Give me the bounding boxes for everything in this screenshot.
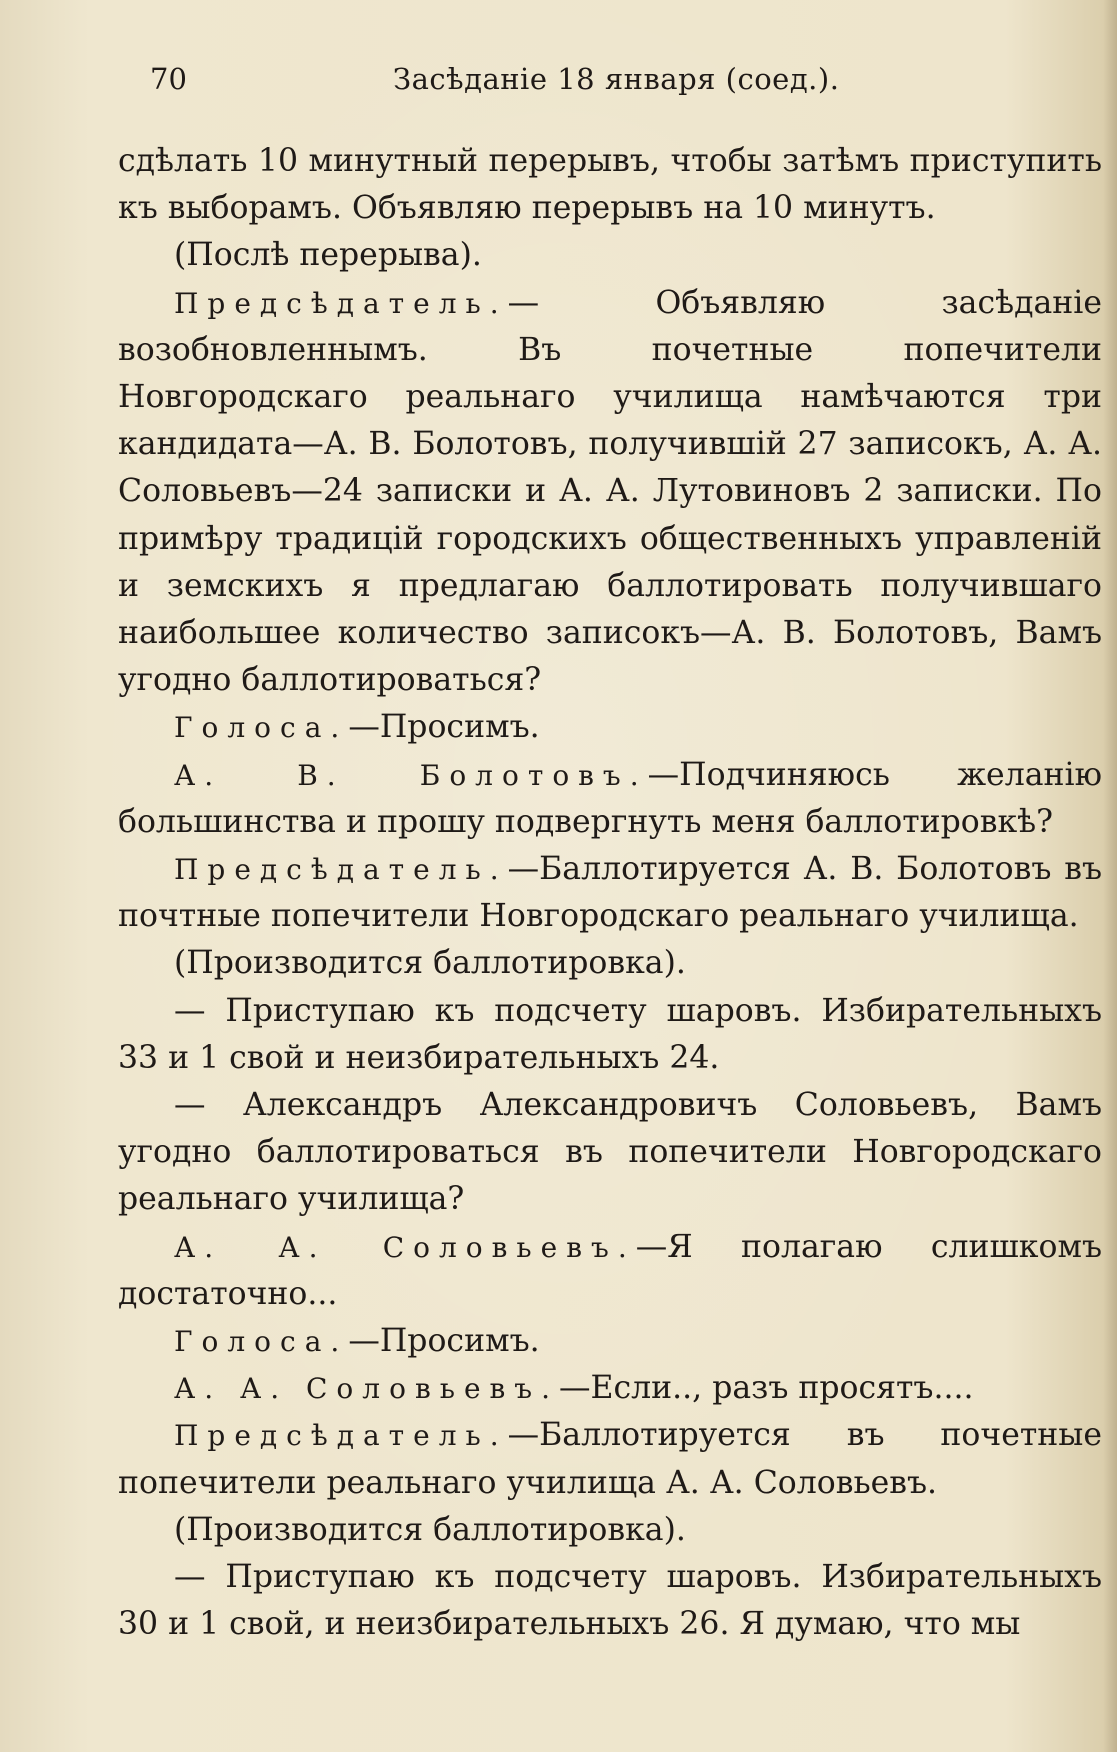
paragraph-text: — Александръ Александровичъ Соловьевъ, Вамъ угодно баллотироваться въ попечители Новгородскаго реальнаго училища? bbox=[118, 1087, 1102, 1218]
paragraph-text: сдѣлать 10 минутный перерывъ, чтобы затѣмъ приступить къ выборамъ. Объявляю перерывъ на 10 минутъ. bbox=[118, 143, 1102, 227]
paragraph-text: —Если.., разъ просятъ.... bbox=[559, 1370, 974, 1407]
paragraph bbox=[118, 1412, 1102, 1506]
paragraph bbox=[118, 1318, 1102, 1365]
paragraph-text: — Приступаю къ подсчету шаровъ. Избирательныхъ 30 и 1 свой, и неизбирательныхъ 26. Я думаю, что мы bbox=[118, 1559, 1102, 1643]
page-edge-shadow bbox=[1103, 0, 1117, 1752]
speaker-name: А. А. Соловьевъ. bbox=[174, 1230, 636, 1264]
paragraph-text: (Послѣ перерыва). bbox=[174, 237, 482, 274]
paragraph bbox=[118, 752, 1102, 846]
paragraph bbox=[118, 704, 1102, 751]
body-text bbox=[118, 138, 1102, 1649]
speaker-name: Голоса. bbox=[174, 1325, 349, 1359]
speaker-name: Предсѣдатель. bbox=[174, 286, 508, 320]
paragraph-text: — Объявляю засѣданіе возобновленнымъ. Въ почетные попечители Новгородскаго реальнаго училища намѣчаются три кандидата—А. В. Болотовъ, получившій 27 записокъ, А. А. Соловьевъ—24 записки и А. А. Лутовиновъ 2 записки. По примѣру традицій городскихъ общественныхъ управленій и земскихъ я предлагаю баллотировать получившаго наибольшее количество записокъ—А. В. Болотовъ, Вамъ угодно баллотироваться? bbox=[118, 284, 1102, 699]
paragraph bbox=[118, 1082, 1102, 1224]
paragraph bbox=[118, 1365, 1102, 1412]
speaker-name: Голоса. bbox=[174, 711, 349, 745]
speaker-name: А. В. Болотовъ. bbox=[174, 758, 648, 792]
paragraph-text: —Баллотируется въ почетные попечители реальнаго училища А. А. Соловьевъ. bbox=[118, 1417, 1102, 1501]
paragraph-text: (Производится баллотировка). bbox=[174, 1511, 686, 1548]
paragraph bbox=[118, 138, 1102, 232]
paragraph bbox=[118, 988, 1102, 1082]
paragraph bbox=[118, 1554, 1102, 1648]
paragraph bbox=[118, 1224, 1102, 1318]
page-number: 70 bbox=[150, 62, 187, 96]
paragraph bbox=[118, 1507, 1102, 1554]
speaker-name: А. А. Соловьевъ. bbox=[174, 1372, 559, 1406]
paragraph bbox=[118, 280, 1102, 705]
paragraph bbox=[118, 940, 1102, 987]
speaker-name: Предсѣдатель. bbox=[174, 1419, 508, 1453]
paragraph-text: —Просимъ. bbox=[348, 1323, 540, 1360]
paragraph bbox=[118, 232, 1102, 279]
page-header bbox=[150, 62, 1050, 102]
speaker-name: Предсѣдатель. bbox=[174, 853, 508, 887]
paragraph-text: —Я полагаю слишкомъ достаточно... bbox=[118, 1228, 1102, 1312]
paragraph-text: —Просимъ. bbox=[348, 709, 540, 746]
paragraph-text: (Производится баллотировка). bbox=[174, 945, 686, 982]
paragraph-text: —Подчиняюсь желанію большинства и прошу подвергнуть меня баллотировкѣ? bbox=[118, 756, 1102, 840]
paragraph-text: —Баллотируется А. В. Болотовъ въ почтные попечители Новгородскаго реальнаго училища. bbox=[118, 851, 1102, 935]
paragraph-text: — Приступаю къ подсчету шаровъ. Избирательныхъ 33 и 1 свой и неизбирательныхъ 24. bbox=[118, 992, 1102, 1076]
paragraph bbox=[118, 846, 1102, 940]
running-title: Засѣданіе 18 января (соед.). bbox=[393, 62, 840, 96]
